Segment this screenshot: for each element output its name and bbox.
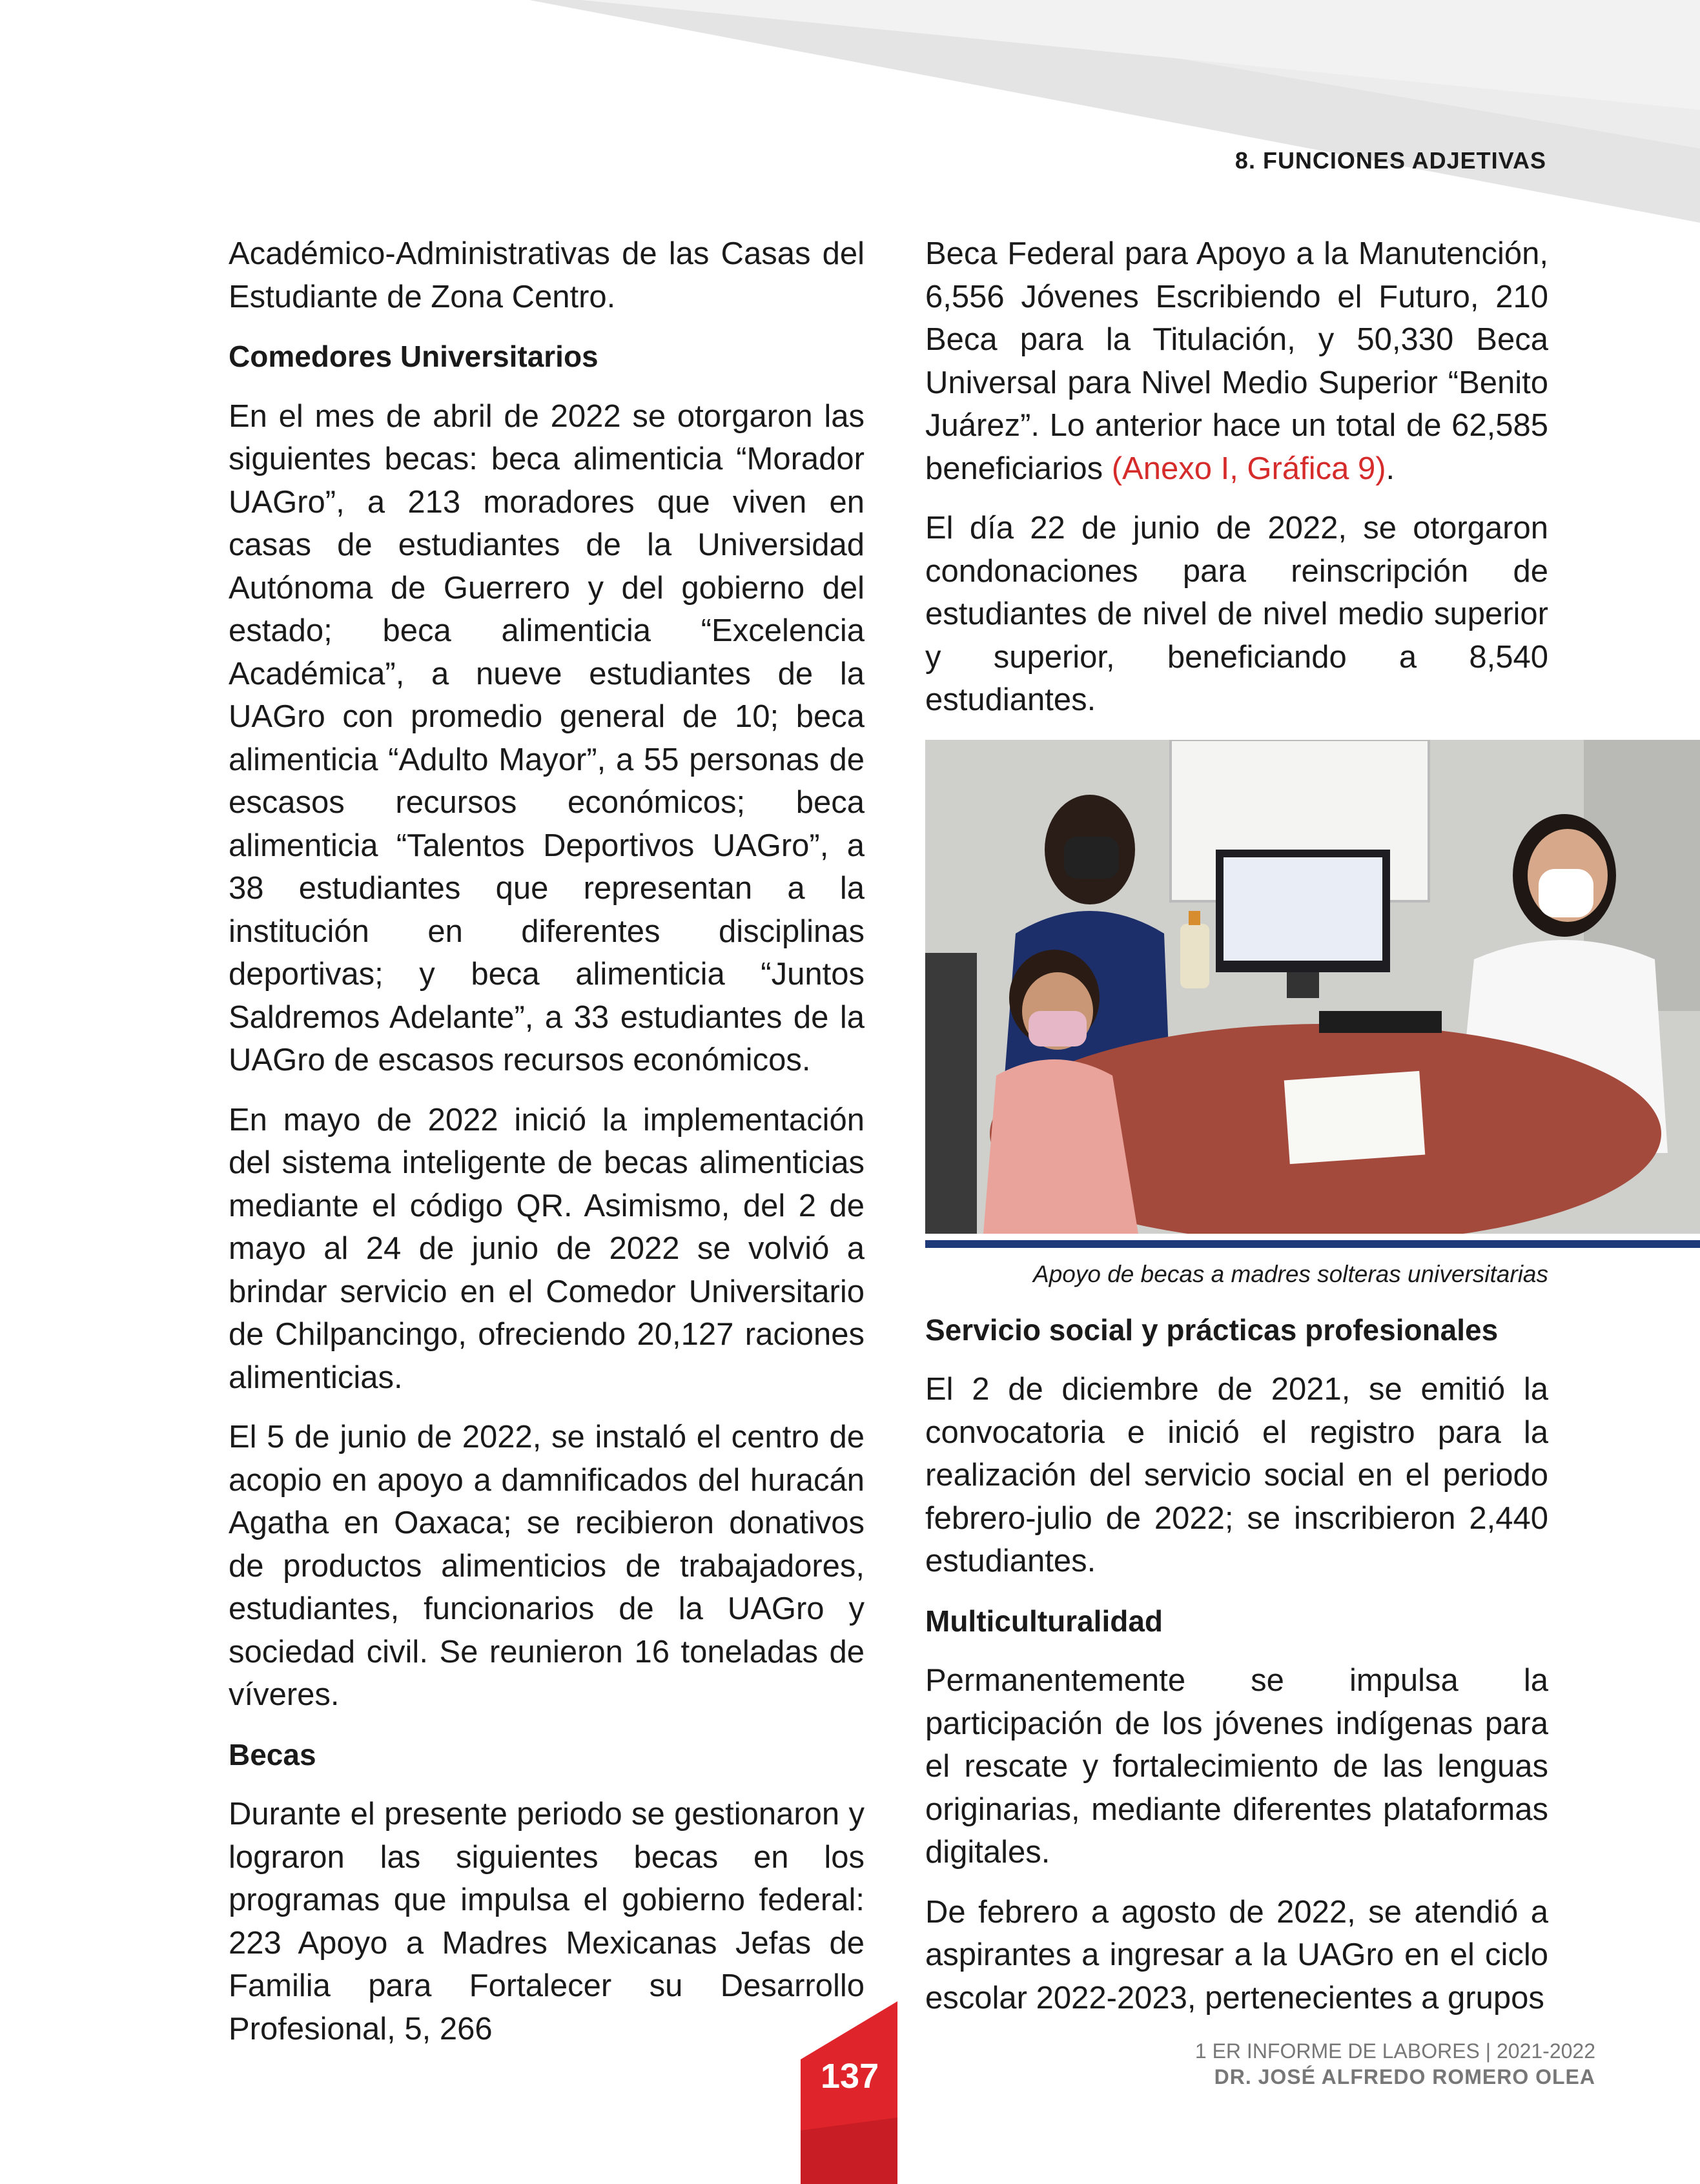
left-column [229, 232, 865, 2067]
paragraph: Permanentemente se impulsa la participación de los jóvenes indígenas para el rescate y fortalecimiento de las lenguas originarias, mediante diferentes plataformas digitales. [925, 1663, 1548, 1870]
paragraph: El 2 de diciembre de 2021, se emitió la convocatoria e inició el registro para la realización del servicio social en el periodo febrero-julio de 2022; se inscribieron 2,440 estudiantes. [925, 1372, 1548, 1578]
paragraph: Durante el presente periodo se gestionaron y lograron las siguientes becas en los programas que impulsa el gobierno federal: 223 Apoyo a Madres Mexicanas Jefas de Familia para Fortalecer su Desarrollo Profesional, 5, 266 [229, 1797, 865, 2046]
page-number: 137 [821, 2057, 879, 2096]
author-name: DR. JOSÉ ALFREDO ROMERO OLEA [1214, 2065, 1595, 2088]
section-title: 8. FUNCIONES ADJETIVAS [1234, 147, 1546, 174]
office-photo [925, 740, 1700, 1234]
annex-reference-link[interactable]: (Anexo I, Gráfica 9) [1111, 451, 1386, 486]
paragraph: El 5 de junio de 2022, se instaló el centro de acopio en apoyo a damnificados del huracán Agatha en Oaxaca; se recibieron donativos de productos alimenticios de trabajadores, estudiantes, funcionarios de la UAGro y sociedad civil. Se reunieron 16 toneladas de víveres. [229, 1420, 865, 1712]
heading-becas: Becas [229, 1737, 316, 1771]
heading-comedores: Comedores Universitarios [229, 340, 599, 373]
paragraph: En el mes de abril de 2022 se otorgaron las siguientes becas: beca alimenticia “Morador UAGro”, a 213 moradores que viven en casas de estudiantes de la Universidad Autónoma de Guerrero y del gobierno del estado; beca alimenticia “Excelencia Académica”, a nueve estudiantes de la UAGro con promedio general de 10; beca alimenticia “Adulto Mayor”, a 55 personas de escasos recursos económicos; beca alimenticia “Talentos Deportivos UAGro”, a 38 estudiantes que representan a la institución en diferentes disciplinas deportivas; y beca alimenticia “Juntos Saldremos Adelante”, a 33 estudiantes de la UAGro de escasos recursos económicos. [229, 398, 865, 1077]
office-scene-illustration [925, 740, 1700, 1234]
heading-servicio-social: Servicio social y prácticas profesionales [925, 1312, 1499, 1347]
paragraph-end: . [1386, 451, 1395, 486]
photo-caption: Apoyo de becas a madres solteras universitarias [1033, 1260, 1548, 1287]
paragraph: El día 22 de junio de 2022, se otorgaron condonaciones para reinscripción de estudiantes de nivel de nivel medio superior y superior, beneficiando a 8,540 estudiantes. [925, 511, 1548, 717]
photo-divider [925, 1240, 1700, 1248]
right-column [925, 232, 1548, 2036]
report-title: 1 ER INFORME DE LABORES | 2021-2022 [1194, 2039, 1595, 2063]
header-swoosh-decoration [0, 0, 1700, 232]
paragraph: Académico-Administrativas de las Casas del Estudiante de Zona Centro. [229, 236, 865, 314]
paragraph: En mayo de 2022 inició la implementación del sistema inteligente de becas alimenticias mediante el código QR. Asimismo, del 2 de mayo al 24 de junio de 2022 se volvió a brindar servicio en el Comedor Universitario de Chilpancingo, ofreciendo 20,127 raciones alimenticias. [229, 1102, 865, 1395]
footer-info [1195, 2038, 1595, 2090]
paragraph [925, 232, 1548, 490]
paragraph-text: Beca Federal para Apoyo a la Manutención, 6,556 Jóvenes Escribiendo el Futuro, 210 Beca para la Titulación, y 50,330 Beca Universal para Nivel Medio Superior “Benito Juárez”. Lo anterior hace un total de 62,585 beneficiarios [925, 236, 1548, 486]
heading-multiculturalidad: Multiculturalidad [925, 1604, 1163, 1638]
paragraph: De febrero a agosto de 2022, se atendió a aspirantes a ingresar a la UAGro en el ciclo escolar 2022-2023, pertenecientes a grupos [925, 1894, 1548, 2016]
